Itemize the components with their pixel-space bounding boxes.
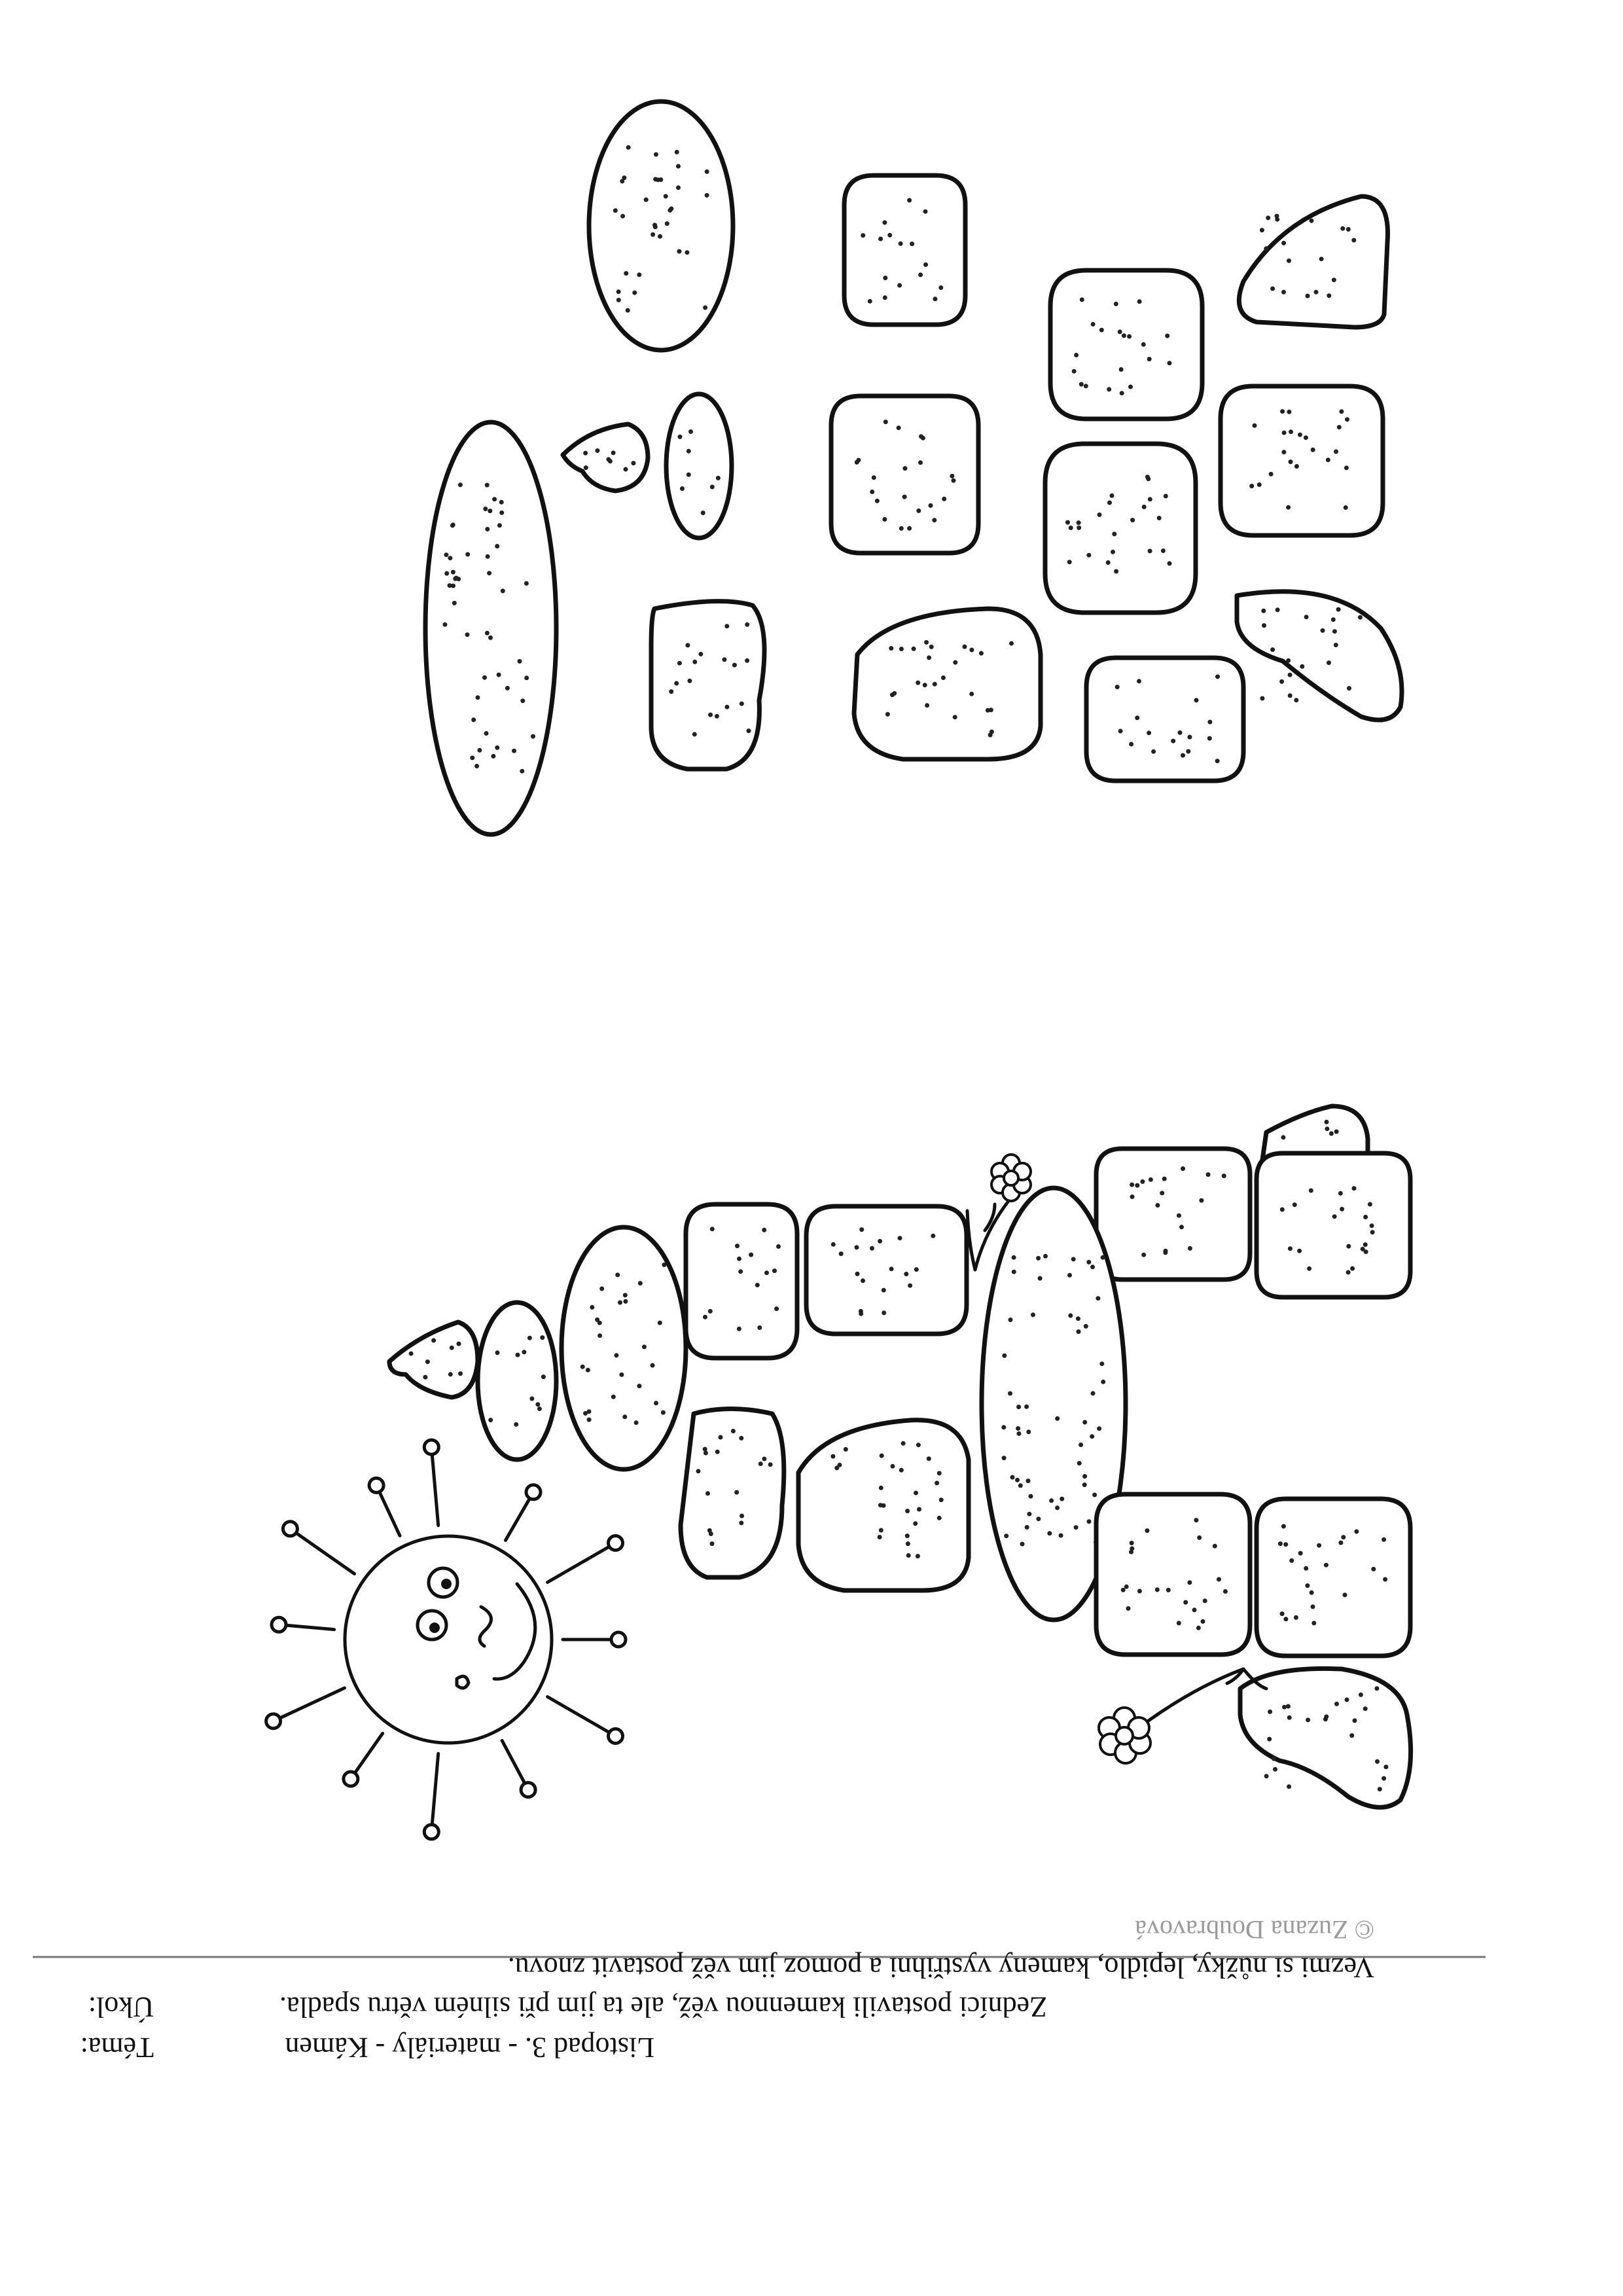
cut-stone <box>1221 386 1383 535</box>
task-line-1: Zedníci postavili kamennou věž, ale ta jim při silném větru spadla. <box>279 1991 1047 2023</box>
cut-stone <box>844 175 965 325</box>
tower-stone <box>1257 1153 1410 1297</box>
cut-out-stones <box>425 101 1402 834</box>
topic-text: Listopad 3. - materiály - Kámen <box>285 2032 654 2064</box>
tower-stone <box>681 1409 784 1578</box>
cut-stone <box>1086 658 1243 781</box>
cut-stone <box>651 601 764 769</box>
tower-stone <box>389 1322 478 1397</box>
topic-label: Téma: <box>80 2032 154 2064</box>
tower-stone <box>1257 1499 1410 1656</box>
cut-stone <box>1239 196 1387 327</box>
copyright-notice: © Zuzana Doubravová <box>1135 1915 1374 1945</box>
tower-stone <box>798 1420 969 1590</box>
cut-stone <box>425 422 556 834</box>
cut-stone <box>1045 444 1196 613</box>
tower-stone <box>806 1206 967 1334</box>
cut-stone <box>1237 592 1402 720</box>
tower-stone <box>562 1227 686 1469</box>
cut-stone <box>854 609 1041 759</box>
tower-stones <box>389 1106 1411 1807</box>
cut-stone <box>563 424 648 491</box>
sun-icon <box>266 1440 626 1839</box>
tower-stone <box>1096 1494 1250 1655</box>
task-line-2: Vezmi si nůžky, lepidlo, kameny vystřihni a pomoz jim věž postavit znovu. <box>507 1952 1374 1984</box>
cut-stone <box>589 101 733 350</box>
tower-stone <box>686 1204 797 1358</box>
tower-stone <box>1096 1149 1250 1280</box>
task-label: Úkol: <box>88 1991 154 2023</box>
tower-stone <box>478 1302 556 1460</box>
cut-stone <box>831 396 978 553</box>
worksheet-header <box>0 1892 1623 2062</box>
cut-stone <box>666 394 732 538</box>
cut-stone <box>1050 270 1202 419</box>
